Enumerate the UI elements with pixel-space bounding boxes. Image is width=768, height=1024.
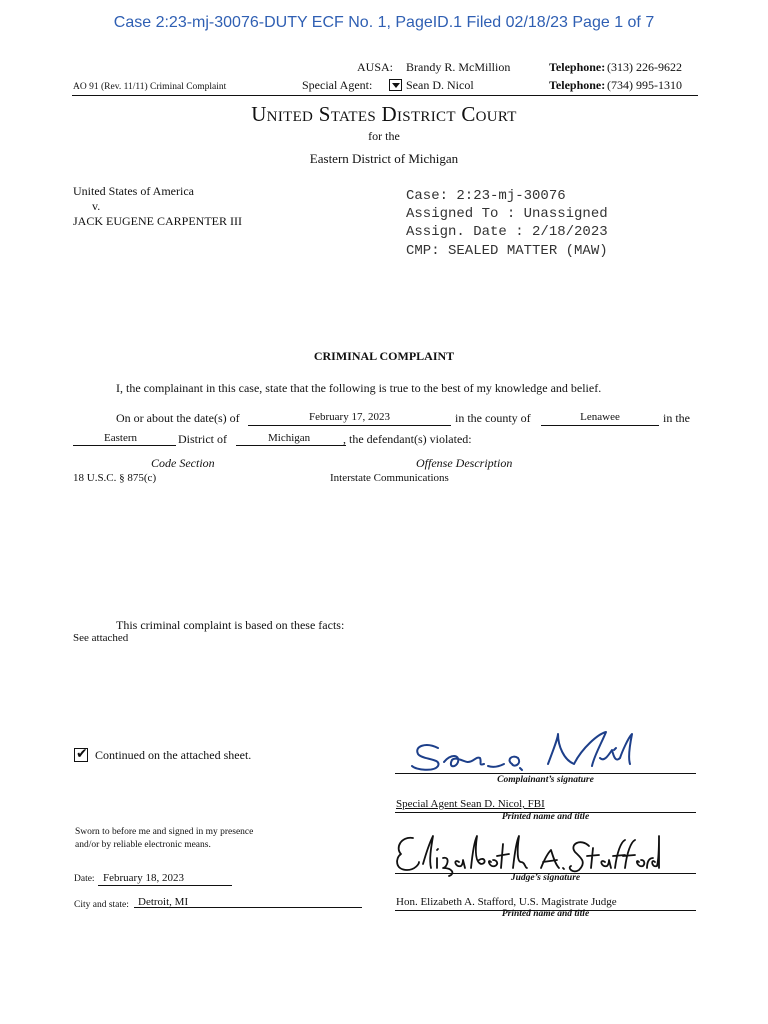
agent-label: Special Agent: [302,78,373,92]
date-underline [248,425,451,426]
court-title: United States District Court [251,102,517,126]
judge-signature [393,828,655,876]
county-prefix: in the county of [455,411,531,425]
complainant-signature-caption: Complainant’s signature [497,775,594,785]
offense-value: Interstate Communications [330,472,449,484]
ecf-header: Case 2:23-mj-30076-DUTY ECF No. 1, PageID.1 Filed 02/18/23 Page 1 of 7 [113,14,655,31]
agent-telephone: (734) 995-1310 [607,78,682,92]
cmp-stamp: CMP: SEALED MATTER (MAW) [406,243,608,259]
county-underline [541,425,659,426]
state-underline [236,445,346,446]
assign-date-stamp: Assign. Date : 2/18/2023 [406,224,608,240]
in-the-text: in the [663,411,690,425]
facts-value: See attached [73,632,129,644]
date-signed-value: February 18, 2023 [103,872,184,884]
court-district: Eastern District of Michigan [309,151,459,166]
state-value: Michigan [268,432,311,444]
date-prefix: On or about the date(s) of [116,411,240,425]
plaintiff: United States of America [73,184,194,198]
code-section-value: 18 U.S.C. § 875(c) [73,472,157,484]
complainant-printed-caption: Printed name and title [501,812,590,822]
agent-telephone-label: Telephone: [549,78,606,92]
judge-printed-name: Hon. Elizabeth A. Stafford, U.S. Magistrate Judge [396,896,617,908]
complainant-signature-line [395,773,696,774]
assigned-to-stamp: Assigned To : Unassigned [406,206,608,222]
checkmark-icon: ✔ [76,746,88,762]
defendant: JACK EUGENE CARPENTER III [73,214,242,228]
case-number-stamp: Case: 2:23-mj-30076 [406,188,566,204]
complainant-signature [408,728,648,774]
complaint-statement: I, the complainant in this case, state that the following is true to the best of my knowledge and belief. [116,381,602,395]
versus: v. [92,199,101,213]
district-underline [73,445,176,446]
violated-text: , the defendant(s) violated: [343,432,472,446]
ausa-telephone-label: Telephone: [549,60,606,74]
dropdown-icon [389,79,402,91]
city-state-value: Detroit, MI [138,896,189,908]
sworn-text-line1: Sworn to before me and signed in my presence [75,827,254,837]
date-label: Date: [74,874,95,884]
complainant-printed-name: Special Agent Sean D. Nicol, FBI [396,798,545,810]
county-value: Lenawee [580,411,620,423]
offense-date: February 17, 2023 [309,411,390,423]
city-state-label: City and state: [74,900,129,910]
continued-label: Continued on the attached sheet. [95,748,252,762]
complaint-heading: CRIMINAL COMPLAINT [313,349,455,363]
district-value: Eastern [104,432,137,444]
code-section-header: Code Section [151,456,215,470]
sworn-text-line2: and/or by reliable electronic means. [75,840,211,850]
judge-signature-caption: Judge’s signature [510,873,581,883]
offense-description-header: Offense Description [416,456,513,470]
header-rule [72,95,698,96]
ausa-label: AUSA: [357,60,394,74]
date-signed-underline [98,885,232,886]
for-the-text: for the [368,129,400,143]
form-id: AO 91 (Rev. 11/11) Criminal Complaint [73,82,227,92]
facts-intro: This criminal complaint is based on these facts: [116,618,345,632]
ausa-name: Brandy R. McMillion [406,60,511,74]
ausa-telephone: (313) 226-9622 [607,60,682,74]
agent-name: Sean D. Nicol [406,78,474,92]
continued-checkbox[interactable] [74,748,88,762]
district-of-text: District of [178,432,227,446]
judge-printed-caption: Printed name and title [501,909,590,919]
